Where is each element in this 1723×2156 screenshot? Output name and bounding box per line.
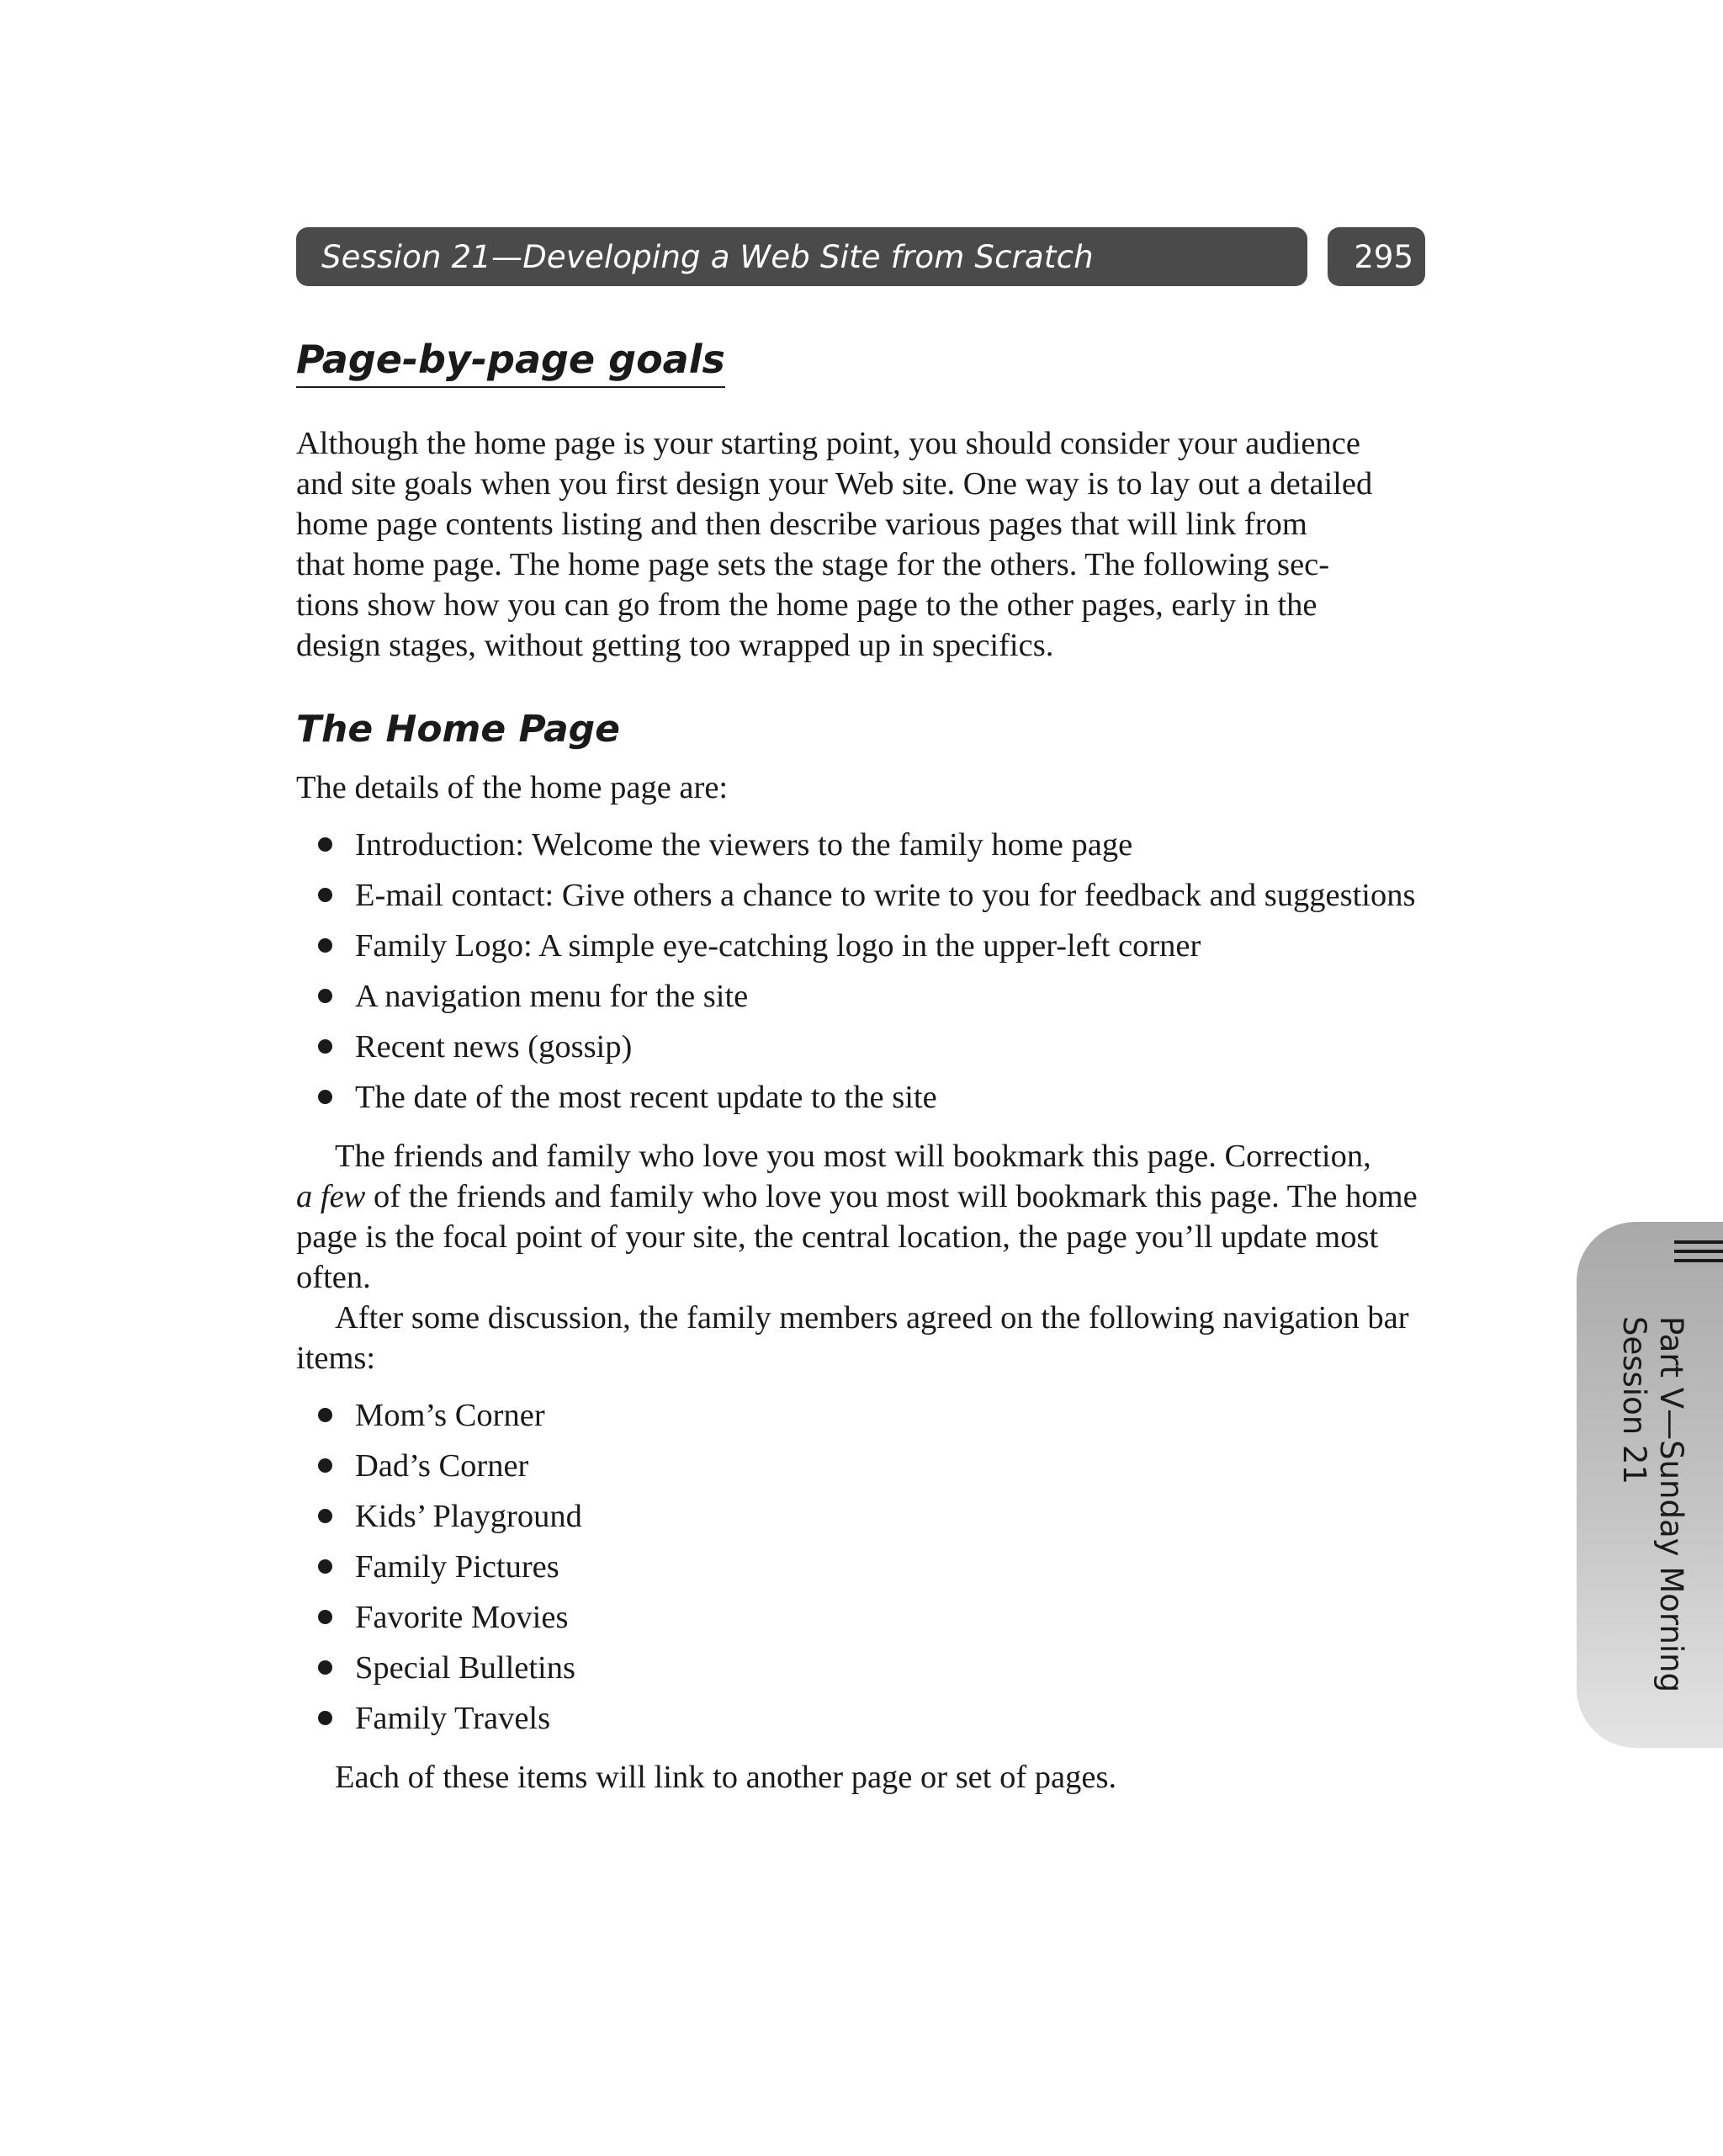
bullet-icon <box>318 1458 332 1473</box>
discussion-paragraph: After some discussion, the family members agreed on the following navigation bar items: <box>296 1299 1409 1376</box>
running-header-title: Session 21—Developing a Web Site from Scratch <box>321 238 1094 275</box>
list-item <box>296 1547 1428 1587</box>
bullet-icon <box>318 837 332 852</box>
bullet-icon <box>318 1610 332 1624</box>
list-item <box>296 825 1428 865</box>
bullet-icon <box>318 1660 332 1675</box>
section-heading: Page-by-page goals <box>296 337 725 388</box>
page-body <box>296 337 1428 1798</box>
intro-paragraph <box>296 423 1428 666</box>
list-item-text: Special Bulletins <box>355 1649 575 1686</box>
list-item <box>296 1597 1428 1638</box>
list-item-text: Dad’s Corner <box>355 1447 529 1484</box>
list-item <box>296 1077 1428 1118</box>
bookmark-paragraph-rest: of the friends and family who love you most will bookmark this page. The home page is the focal point of your site, the central location, the page you’ll update most often. <box>296 1178 1418 1295</box>
navigation-items-list <box>296 1395 1428 1739</box>
list-item <box>296 1496 1428 1537</box>
bullet-icon <box>318 1509 332 1523</box>
bullet-icon <box>318 989 332 1003</box>
bookmark-paragraph <box>296 1136 1428 1298</box>
tab-part-label: Part V—Sunday Morning <box>1653 1316 1689 1693</box>
intro-line: Although the home page is your starting point, you should consider your audience <box>296 426 1360 462</box>
list-item-text: Family Travels <box>355 1700 551 1736</box>
list-item-text: Recent news (gossip) <box>355 1028 633 1065</box>
list-item-text: A navigation menu for the site <box>355 978 749 1014</box>
list-item-text: Kids’ Playground <box>355 1498 582 1534</box>
emphasis-text: a few <box>296 1178 366 1214</box>
tab-rule-line <box>1674 1240 1723 1244</box>
list-item <box>296 976 1428 1017</box>
tab-rule-line <box>1674 1259 1723 1262</box>
bullet-icon <box>318 888 332 902</box>
bullet-icon <box>318 1711 332 1725</box>
list-item <box>296 1027 1428 1067</box>
list-item-text: Introduction: Welcome the viewers to the family home page <box>355 826 1133 863</box>
list-item-text: Favorite Movies <box>355 1599 569 1635</box>
list-item <box>296 1395 1428 1436</box>
intro-line: that home page. The home page sets the stage for the others. The following sec- <box>296 547 1330 583</box>
list-item <box>296 926 1428 966</box>
bullet-icon <box>318 1408 332 1422</box>
list-item <box>296 875 1428 916</box>
intro-line: tions show how you can go from the home page to the other pages, early in the <box>296 587 1317 624</box>
bullet-icon <box>318 1559 332 1574</box>
intro-line: home page contents listing and then describe various pages that will link from <box>296 507 1307 543</box>
tab-rule-lines <box>1674 1240 1723 1268</box>
bookmark-paragraph-start: The friends and family who love you most will bookmark this page. Correction, <box>335 1138 1371 1174</box>
list-item-text: Family Logo: A simple eye-catching logo in the upper-left corner <box>355 927 1201 964</box>
page-number-box <box>1328 227 1425 286</box>
bullet-icon <box>318 1090 332 1104</box>
tab-rule-line <box>1674 1250 1723 1253</box>
list-item <box>296 1698 1428 1739</box>
list-item-text: Family Pictures <box>355 1548 559 1585</box>
part-thumb-tab <box>1577 1222 1723 1748</box>
intro-line: design stages, without getting too wrapped up in specifics. <box>296 628 1054 664</box>
intro-line: and site goals when you first design your Web site. One way is to lay out a detailed <box>296 466 1373 502</box>
list-item-text: Mom’s Corner <box>355 1397 545 1433</box>
bullet-icon <box>318 938 332 953</box>
bullet-icon <box>318 1039 332 1054</box>
running-header <box>296 227 1307 286</box>
tab-label <box>1615 1316 1689 1693</box>
home-page-details-list <box>296 825 1428 1118</box>
subsection-heading: The Home Page <box>296 708 621 751</box>
list-item <box>296 1648 1428 1688</box>
tab-session-label: Session 21 <box>1616 1316 1652 1485</box>
closing-paragraph: Each of these items will link to another page or set of pages. <box>335 1759 1117 1795</box>
list-item-text: E-mail contact: Give others a chance to write to you for feedback and suggestions <box>355 877 1416 913</box>
page-number: 295 <box>1354 238 1413 275</box>
details-lead: The details of the home page are: <box>296 769 729 805</box>
list-item-text: The date of the most recent update to the site <box>355 1079 937 1115</box>
list-item <box>296 1446 1428 1486</box>
